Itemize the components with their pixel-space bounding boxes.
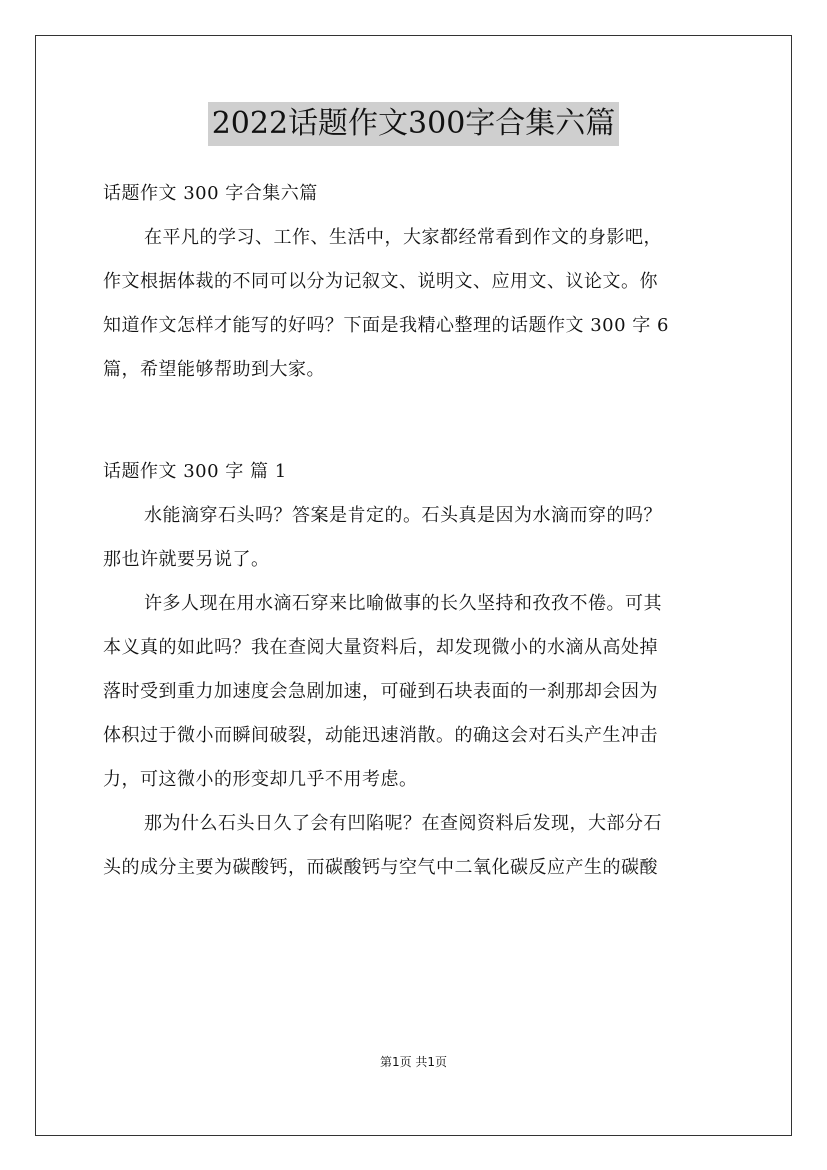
paragraph-line: 本义真的如此吗？我在查阅大量资料后，却发现微小的水滴从高处掉 — [103, 637, 658, 658]
paragraph-line: 体积过于微小而瞬间破裂，动能迅速消散。的确这会对石头产生冲击 — [103, 725, 658, 746]
paragraph-line: 那为什么石头日久了会有凹陷呢？在查阅资料后发现，大部分石 — [144, 813, 662, 834]
paragraph-line: 水能滴穿石头吗？答案是肯定的。石头真是因为水滴而穿的吗？ — [144, 505, 662, 526]
paragraph-line: 那也许就要另说了。 — [103, 549, 270, 570]
subtitle: 话题作文 300 字合集六篇 — [103, 183, 318, 204]
paragraph-line: 头的成分主要为碳酸钙，而碳酸钙与空气中二氧化碳反应产生的碳酸 — [103, 857, 658, 878]
paragraph-line: 落时受到重力加速度会急剧加速，可碰到石块表面的一刹那却会因为 — [103, 681, 658, 702]
document-title: 2022话题作文300字合集六篇 — [208, 102, 620, 146]
intro-line: 作文根据体裁的不同可以分为记叙文、说明文、应用文、议论文。你 — [103, 271, 658, 292]
page-footer: 第1页 共1页 — [379, 1055, 448, 1069]
paragraph-line: 许多人现在用水滴石穿来比喻做事的长久坚持和孜孜不倦。可其 — [144, 593, 662, 614]
intro-line: 篇，希望能够帮助到大家。 — [103, 359, 325, 380]
paragraph-line: 力，可这微小的形变却几乎不用考虑。 — [103, 769, 418, 790]
document-body — [103, 172, 727, 890]
intro-line: 知道作文怎样才能写的好吗？下面是我精心整理的话题作文 300 字 6 — [103, 315, 669, 336]
intro-line: 在平凡的学习、工作、生活中，大家都经常看到作文的身影吧， — [144, 227, 662, 248]
section-heading: 话题作文 300 字 篇 1 — [103, 461, 287, 482]
title-container — [0, 102, 827, 146]
